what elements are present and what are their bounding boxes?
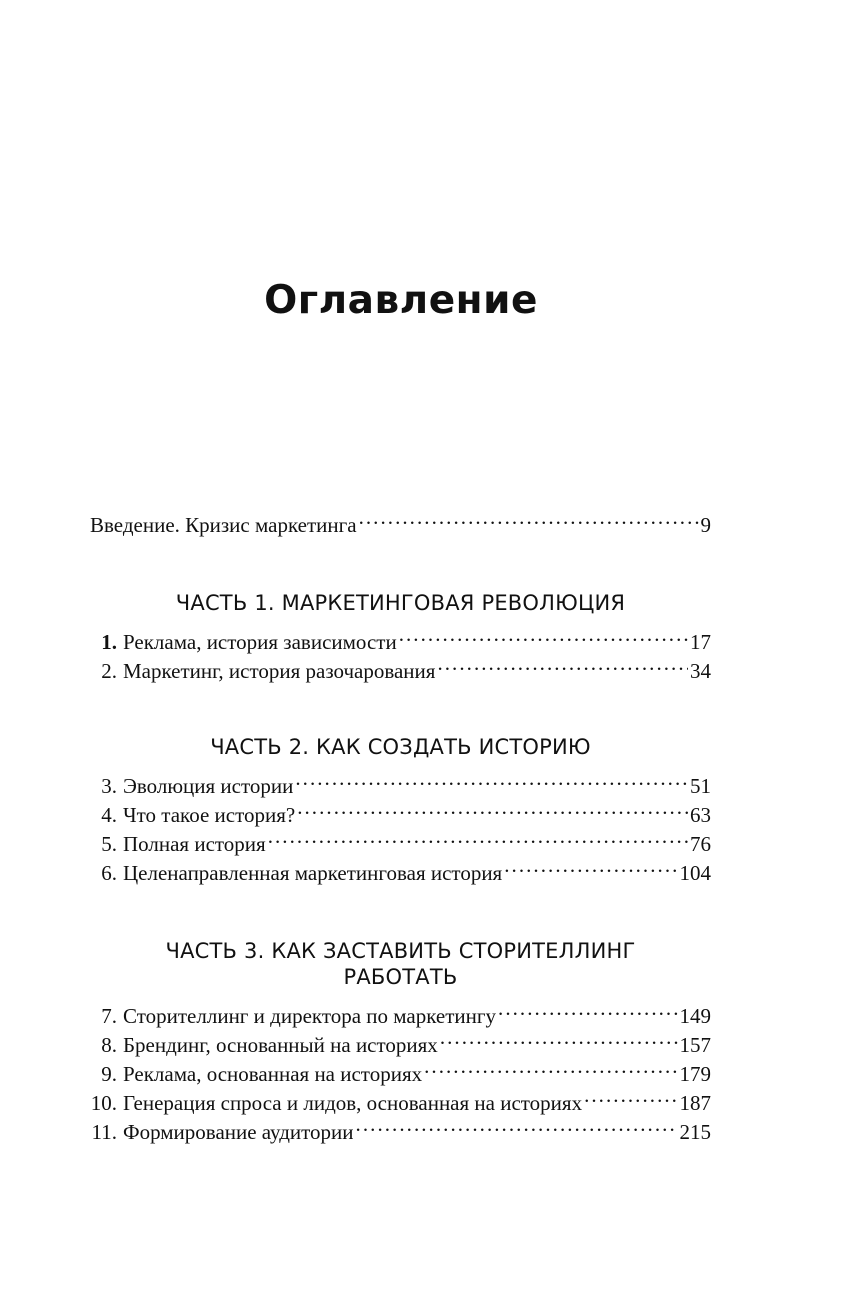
toc-entry-label: Генерация спроса и лидов, основанная на историях <box>123 1091 583 1115</box>
toc-entry[interactable] <box>90 764 711 798</box>
dot-leader <box>504 851 677 880</box>
toc-entry-label: Эволюция истории <box>123 774 294 798</box>
toc-entry-label: Реклама, история зависимости <box>123 630 397 654</box>
dot-leader <box>297 793 688 822</box>
chapter-number: 7. <box>101 1004 117 1028</box>
chapter-number: 1. <box>101 630 117 654</box>
dot-leader <box>356 1110 678 1139</box>
chapter-number: 6. <box>101 861 117 885</box>
part-heading <box>90 938 711 990</box>
toc-entry-intro[interactable] <box>90 503 711 537</box>
toc-page-number: 63 <box>690 803 711 827</box>
chapter-number: 9. <box>101 1062 117 1086</box>
toc-page-number: 34 <box>690 659 711 683</box>
toc-part-2 <box>90 734 711 885</box>
toc-entry-label: Сторителлинг и директора по маркетингу <box>123 1004 497 1028</box>
chapter-number: 2. <box>101 659 117 683</box>
toc-page-number: 179 <box>679 1062 711 1086</box>
toc-page-number: 51 <box>690 774 711 798</box>
toc-entry-label: Что такое история? <box>123 803 296 827</box>
page-title: Оглавление <box>264 278 538 323</box>
dot-leader <box>424 1052 677 1081</box>
chapter-number: 8. <box>101 1033 117 1057</box>
part-heading-line-2: РАБОТАТЬ <box>343 965 458 989</box>
toc-page-number: 17 <box>690 630 711 654</box>
dot-leader <box>295 764 688 793</box>
toc-entry[interactable] <box>90 620 711 654</box>
toc-entry[interactable] <box>90 994 711 1028</box>
toc-entry-label: Реклама, основанная на историях <box>123 1062 423 1086</box>
toc-entry-label: Маркетинг, история разочарования <box>123 659 436 683</box>
toc-entry-label: Формирование аудитории <box>123 1120 354 1144</box>
toc-entry-label: Целенаправленная маркетинговая история <box>123 861 503 885</box>
toc-entry-label: Брендинг, основанный на историях <box>123 1033 438 1057</box>
part-heading-line-1: ЧАСТЬ 3. КАК ЗАСТАВИТЬ СТОРИТЕЛЛИНГ <box>165 939 636 963</box>
toc-page-number: 9 <box>700 513 711 537</box>
dot-leader <box>440 1023 678 1052</box>
toc-page-number: 76 <box>690 832 711 856</box>
dot-leader <box>498 994 677 1023</box>
chapter-number: 3. <box>101 774 117 798</box>
chapter-number: 4. <box>101 803 117 827</box>
toc-entry-label: Введение. Кризис маркетинга <box>90 513 357 537</box>
toc-entry-label: Полная история <box>123 832 266 856</box>
part-heading: ЧАСТЬ 1. МАРКЕТИНГОВАЯ РЕВОЛЮЦИЯ <box>175 591 626 615</box>
toc-page-number: 149 <box>679 1004 711 1028</box>
dot-leader <box>268 822 688 851</box>
toc-page-number: 215 <box>679 1120 711 1144</box>
toc-part-3 <box>90 938 711 1144</box>
part-heading: ЧАСТЬ 2. КАК СОЗДАТЬ ИСТОРИЮ <box>210 735 591 759</box>
toc-page-number: 187 <box>679 1091 711 1115</box>
dot-leader <box>359 503 699 532</box>
dot-leader <box>584 1081 677 1110</box>
dot-leader <box>437 649 688 678</box>
chapter-number: 10. <box>90 1091 117 1115</box>
toc-part-1 <box>90 590 711 683</box>
chapter-number: 11. <box>91 1120 117 1144</box>
dot-leader <box>399 620 688 649</box>
chapter-number: 5. <box>101 832 117 856</box>
toc-page-number: 157 <box>679 1033 711 1057</box>
toc-page-number: 104 <box>679 861 711 885</box>
table-of-contents <box>90 503 711 1195</box>
